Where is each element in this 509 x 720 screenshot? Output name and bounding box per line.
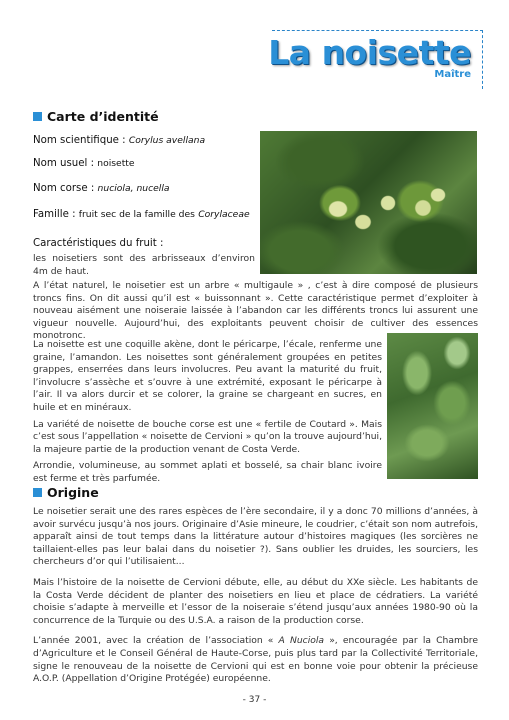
- field-corsican-name: [33, 183, 170, 194]
- field-value: noisette: [97, 158, 135, 169]
- square-bullet-icon: [33, 488, 42, 497]
- paragraph-secondary-era: Le noisetier serait une des rares espèces de l’ère secondaire, il y a donc 70 millions d’années, à avoir survécu jusqu’à nos jours. Originaire d’Asie mineure, le coudrier, c’était son nom autrefois, apparaît ainsi de tout temps dans la littérature autour d’histoires magiques (les sorcières ne taillaient-elles pas leur balai dans du noisetier ?). Sans oublier les druides, les sourciers, les chercheurs d’or qui l’utilisaient...: [33, 506, 478, 568]
- text-run: », encouragée par la Chambre d’Agriculture et le Conseil Général de Haute-Corse, puis plus tard par la Collectivité Territoriale, signe le renouveau de la noisette de Cervioni qui est en bonne voie pour obtenir la précieuse A.O.P. (Appellation d’Origine Protégée) européenne.: [33, 635, 479, 685]
- paragraph-appearance: Arrondie, volumineuse, au sommet aplati et bosselé, sa chair blanc ivoire est ferme et très parfumée.: [33, 460, 382, 484]
- section-heading-origin: [33, 485, 99, 499]
- origin-text: [33, 506, 478, 690]
- section-heading-identity: [33, 109, 159, 123]
- paragraph-height: [33, 253, 255, 282]
- fruit-description-column: [33, 339, 382, 490]
- paragraph-cervioni-history: Mais l’histoire de la noisette de Cervioni débute, elle, au début du XXe siècle. Les habitants de la Costa Verde décident de planter des noisetiers en lieu et place de cédratiers. La variété choisie s’adapte à merveille et l’essor de la noiseraie s’étend jusqu’aux années 1980-90 où la concurrence de la Turquie ou des U.S.A. a raison de la production corse.: [33, 576, 478, 626]
- field-text: fruit sec de la famille des: [78, 209, 195, 220]
- field-label: Nom corse :: [33, 183, 95, 194]
- field-scientific-name: [33, 135, 205, 146]
- square-bullet-icon: [33, 112, 42, 121]
- field-usual-name: [33, 158, 135, 169]
- field-value: Corylus avellana: [128, 135, 206, 146]
- paragraph-text: A l’état naturel, le noisetier est un arbre « multigaule » , c’est à dire composé de plusieurs troncs fins. On dit aussi qu’il est « buissonnant ». Cette caractéristique permet d’exploiter à nouveau aisément une noiseraie laissée à l’abandon car les différents troncs lui assurent une vigueur nouvelle. Aujourd’hui, des exploitants peuvent choisir de cultiver des essences monotronc.: [33, 280, 478, 342]
- field-characteristics: [33, 238, 163, 249]
- page-number: - 37 -: [242, 695, 267, 705]
- association-name: A Nuciola: [273, 635, 330, 647]
- field-value: nuciola, nucella: [97, 183, 170, 194]
- field-label: Famille :: [33, 209, 76, 220]
- page-subtitle: Maître: [434, 69, 471, 80]
- hazel-tree-photo: [387, 333, 478, 479]
- field-label: Caractéristiques du fruit :: [33, 238, 164, 249]
- field-label: Nom usuel :: [33, 158, 95, 169]
- hazelnut-branch-photo: [260, 131, 477, 274]
- paragraph-renewal: [33, 635, 478, 685]
- paragraph-variety: La variété de noisette de bouche corse est une « fertile de Coutard ». Mais c’est sous l’appellation « noisette de Cervioni » qu’on la trouve aujourd’hui, la majeure partie de la production venant de Costa Verde.: [33, 418, 382, 455]
- section-heading-text: Origine: [47, 484, 99, 500]
- page-title: La noisette: [268, 33, 471, 72]
- paragraph-akene: La noisette est une coquille akène, dont le péricarpe, l’écale, renferme une graine, l’amandon. Les noisettes sont généralement groupées en petites grappes, enserrées dans leurs involucres. Peu avant la maturité du fruit, l’involucre s’assèche et s’ouvre à une extrémité, exposant le péricarpe à l’air. Il va alors durcir et se colorer, la graine se chargeant en sucres, en huile et en minéraux.: [33, 339, 382, 413]
- paragraph-text: les noisetiers sont des arbrisseaux d’environ 4m de haut.: [33, 253, 255, 277]
- field-value: Corylaceae: [198, 209, 250, 220]
- field-family: [33, 209, 250, 220]
- field-label: Nom scientifique :: [33, 135, 126, 146]
- text-run: L’année 2001, avec la création de l’association «: [33, 635, 274, 647]
- section-heading-text: Carte d’identité: [47, 108, 159, 124]
